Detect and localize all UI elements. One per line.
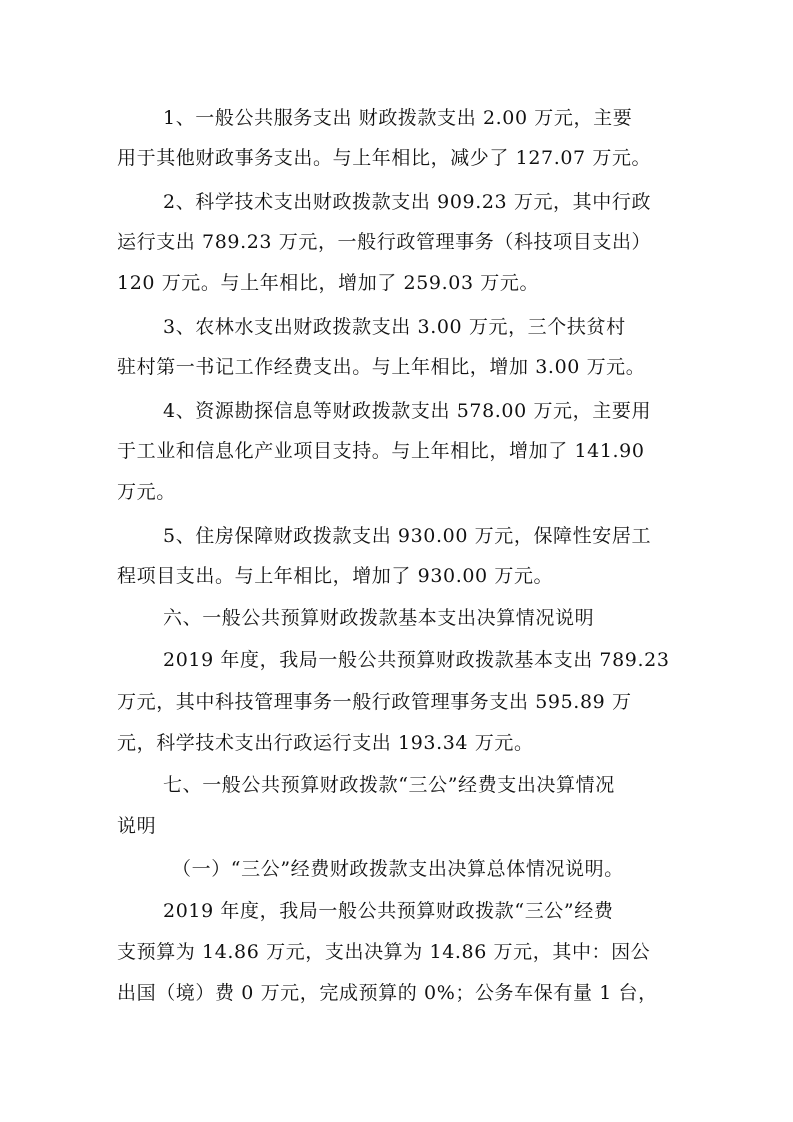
paragraph-line: 2019 年度，我局一般公共预算财政拨款“三公”经费 <box>163 900 614 922</box>
paragraph-line: 元，科学技术支出行政运行支出 193.34 万元。 <box>117 732 534 754</box>
section-heading: 说明 <box>117 815 157 837</box>
paragraph-line: 1、一般公共服务支出 财政拨款支出 2.00 万元，主要 <box>163 107 633 129</box>
paragraph-line: 驻村第一书记工作经费支出。与上年相比，增加 3.00 万元。 <box>117 356 646 378</box>
paragraph-line: 120 万元。与上年相比，增加了 259.03 万元。 <box>117 272 540 294</box>
paragraph-line: 于工业和信息化产业项目支持。与上年相比，增加了 141.90 <box>117 440 645 462</box>
paragraph-line: 用于其他财政事务支出。与上年相比，减少了 127.07 万元。 <box>117 147 652 169</box>
paragraph-line: 2、科学技术支出财政拨款支出 909.23 万元，其中行政 <box>163 191 652 213</box>
paragraph-line: 2019 年度，我局一般公共预算财政拨款基本支出 789.23 <box>163 649 670 671</box>
paragraph-line: 5、住房保障财政拨款支出 930.00 万元，保障性安居工 <box>163 525 652 547</box>
paragraph-line: 支预算为 14.86 万元，支出决算为 14.86 万元，其中：因公 <box>117 941 651 963</box>
paragraph-line: 运行支出 789.23 万元，一般行政管理事务（科技项目支出） <box>117 231 652 253</box>
paragraph-line: 出国（境）费 0 万元，完成预算的 0%；公务车保有量 1 台， <box>117 982 658 1004</box>
paragraph-line: 万元，其中科技管理事务一般行政管理事务支出 595.89 万 <box>117 691 632 713</box>
paragraph-line: 程项目支出。与上年相比，增加了 930.00 万元。 <box>117 565 554 587</box>
section-heading: 六、一般公共预算财政拨款基本支出决算情况说明 <box>163 607 595 629</box>
paragraph-line: 万元。 <box>117 481 176 503</box>
paragraph-line: 4、资源勘探信息等财政拨款支出 578.00 万元，主要用 <box>163 400 652 422</box>
subsection-heading: （一）“三公”经费财政拨款支出决算总体情况说明。 <box>172 858 624 880</box>
section-heading: 七、一般公共预算财政拨款“三公”经费支出决算情况 <box>163 774 615 796</box>
paragraph-line: 3、农林水支出财政拨款支出 3.00 万元，三个扶贫村 <box>163 316 626 338</box>
